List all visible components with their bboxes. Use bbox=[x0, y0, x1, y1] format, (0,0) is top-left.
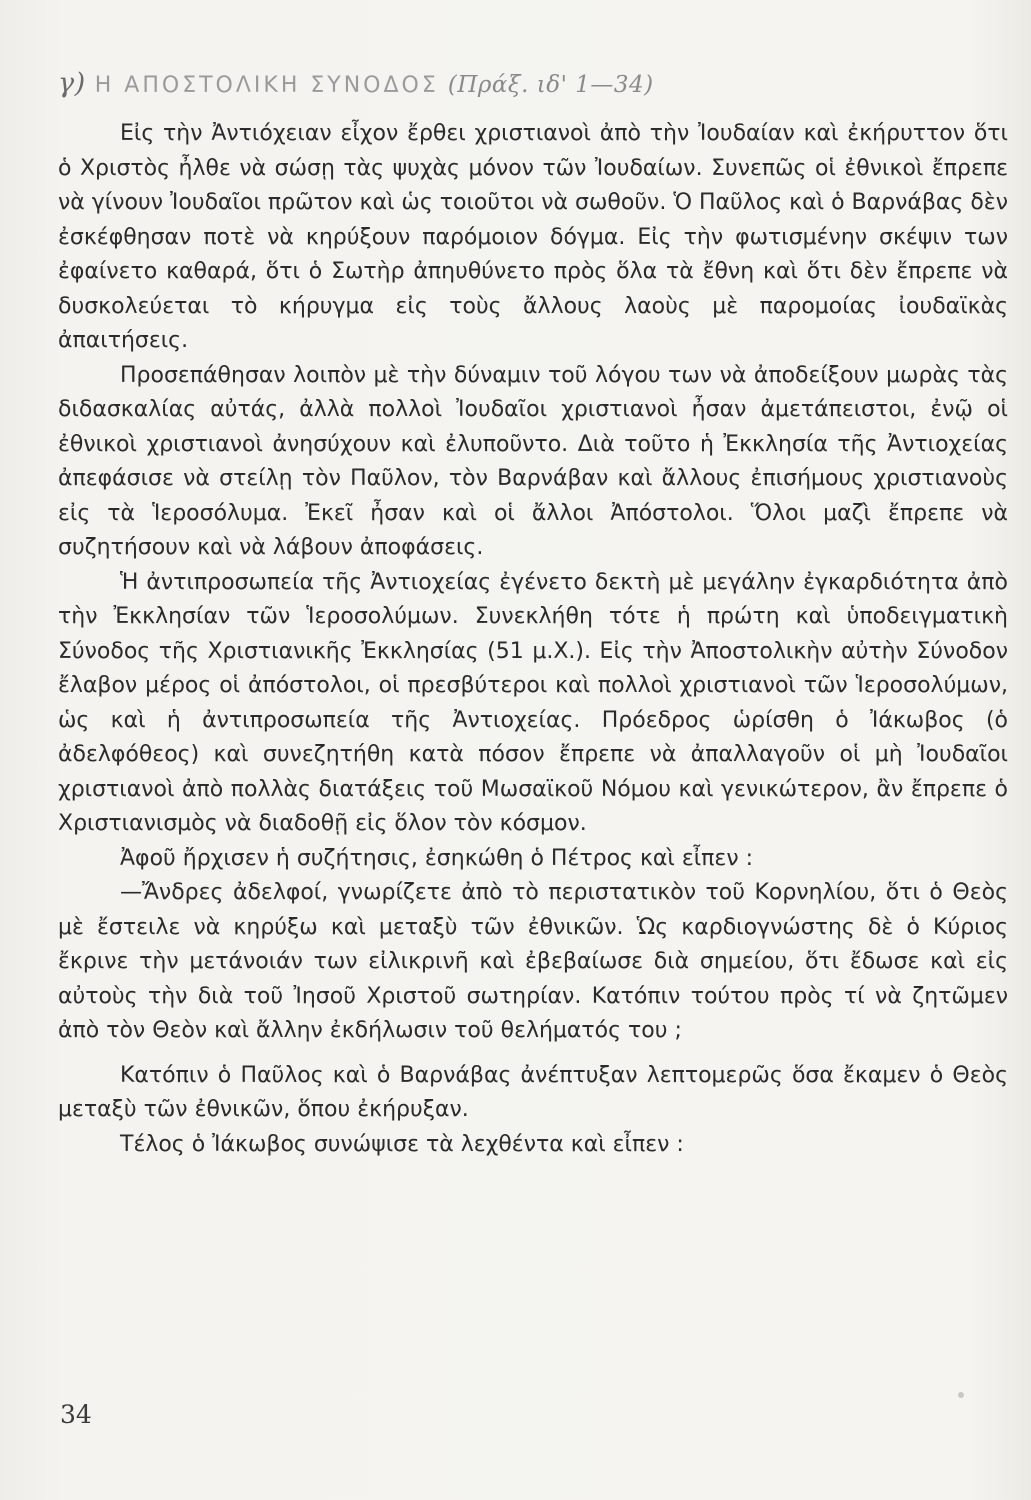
section-letter: γ) bbox=[58, 68, 86, 99]
ink-speck bbox=[958, 1392, 964, 1398]
paragraph: Τέλος ὁ Ἰάκωβος συνώψισε τὰ λεχθέντα καὶ εἶπεν : bbox=[120, 1131, 684, 1157]
paragraph: Προσεπάθησαν λοιπὸν μὲ τὴν δύναμιν τοῦ λόγου των νὰ ἀποδείξουν μωρὰς τὰς διδασκαλίας αὐτάς, ἀλλὰ πολλοὶ Ἰουδαῖοι χριστιανοὶ ἦσαν ἀμετάπειστοι, ἐνῷ οἱ ἐθνικοὶ χριστιανοὶ ἀνησύχουν καὶ ἐλυποῦντο. Διὰ τοῦτο ἡ Ἐκκλησία τῆς Ἀντιοχείας ἀπεφάσισε νὰ στείλῃ τὸν Παῦλον, τὸν Βαρνάβαν καὶ ἄλλους ἐπισήμους χριστιανοὺς εἰς τὰ Ἱεροσόλυμα. Ἐκεῖ ἦσαν καὶ οἱ ἄλλοι Ἀπόστολοι. Ὅλοι μαζὶ ἔπρεπε νὰ συζητήσουν καὶ νὰ λάβουν ἀποφάσεις. bbox=[58, 362, 1008, 560]
scripture-reference: (Πράξ. ιδ' 1—34) bbox=[447, 72, 654, 98]
section-heading bbox=[58, 68, 654, 99]
paragraph: Κατόπιν ὁ Παῦλος καὶ ὁ Βαρνάβας ἀνέπτυξαν λεπτομερῶς ὅσα ἔκαμεν ὁ Θεὸς μεταξὺ τῶν ἐθνικῶν, ὅπου ἐκήρυξαν. bbox=[58, 1062, 1008, 1122]
paragraph: Ἀφοῦ ἤρχισεν ἡ συζήτησις, ἐσηκώθη ὁ Πέτρος καὶ εἶπεν : bbox=[120, 845, 754, 871]
speech-paragraph: —Ἄνδρες ἀδελφοί, γνωρίζετε ἀπὸ τὸ περιστατικὸν τοῦ Κορνηλίου, ὅτι ὁ Θεὸς μὲ ἔστειλε νὰ κηρύξω καὶ μεταξὺ τῶν ἐθνικῶν. Ὡς καρδιογνώστης δὲ ὁ Κύριος ἔκρινε τὴν μετάνοιάν των εἰλικρινῆ καὶ ἐβεβαίωσε διὰ σημείου, ὅτι ἔδωσε καὶ εἰς αὐτοὺς τὴν διὰ τοῦ Ἰησοῦ Χριστοῦ σωτηρίαν. Κατόπιν τούτου πρὸς τί νὰ ζητῶμεν ἀπὸ τὸν Θεὸν καὶ ἄλλην ἐκδήλωσιν τοῦ θελήματός του ; bbox=[58, 880, 1008, 1043]
paragraph: Ἡ ἀντιπροσωπεία τῆς Ἀντιοχείας ἐγένετο δεκτὴ μὲ μεγάλην ἐγκαρδιότητα ἀπὸ τὴν Ἐκκλησίαν τῶν Ἱεροσολύμων. Συνεκλήθη τότε ἡ πρώτη καὶ ὑποδειγματικὴ Σύνοδος τῆς Χριστιανικῆς Ἐκκλησίας (51 μ.Χ.). Εἰς τὴν Ἀποστολικὴν αὐτὴν Σύνοδον ἔλαβον μέρος οἱ ἀπόστολοι, οἱ πρεσβύτεροι καὶ πολλοὶ χριστιανοὶ τῶν Ἱεροσολύμων, ὡς καὶ ἡ ἀντιπροσωπεία τῆς Ἀντιοχείας. Πρόεδρος ὡρίσθη ὁ Ἰάκωβος (ὁ ἀδελφόθεος) καὶ συνεζητήθη κατὰ πόσον ἔπρεπε νὰ ἀπαλλαγοῦν οἱ μὴ Ἰουδαῖοι χριστιανοὶ ἀπὸ πολλὰς διατάξεις τοῦ Μωσαϊκοῦ Νόμου καὶ γενικώτερον, ἂν ἔπρεπε ὁ Χριστιανισμὸς νὰ διαδοθῇ εἰς ὅλον τὸν κόσμον. bbox=[58, 569, 1008, 836]
paragraph: Εἰς τὴν Ἀντιόχειαν εἶχον ἔρθει χριστιανοὶ ἀπὸ τὴν Ἰουδαίαν καὶ ἐκήρυττον ὅτι ὁ Χριστὸς ἦλθε νὰ σώσῃ τὰς ψυχὰς μόνον τῶν Ἰουδαίων. Συνεπῶς οἱ ἐθνικοὶ ἔπρεπε νὰ γίνουν Ἰουδαῖοι πρῶτον καὶ ὡς τοιοῦτοι νὰ σωθοῦν. Ὁ Παῦλος καὶ ὁ Βαρνάβας δὲν ἐσκέφθησαν ποτὲ νὰ κηρύξουν παρόμοιον δόγμα. Εἰς τὴν φωτισμένην σκέψιν των ἐφαίνετο καθαρά, ὅτι ὁ Σωτὴρ ἀπηυθύνετο πρὸς ὅλα τὰ ἔθνη καὶ ὅτι δὲν ἔπρεπε νὰ δυσκολεύεται τὸ κήρυγμα εἰς τοὺς ἄλλους λαοὺς μὲ παρομοίας ἰουδαϊκὰς ἀπαιτήσεις. bbox=[58, 121, 1008, 353]
page-number: 34 bbox=[60, 1400, 92, 1429]
body-text bbox=[58, 117, 1008, 1162]
section-title: Η ΑΠΟΣΤΟΛΙΚΗ ΣΥΝΟΔΟΣ bbox=[94, 73, 439, 98]
